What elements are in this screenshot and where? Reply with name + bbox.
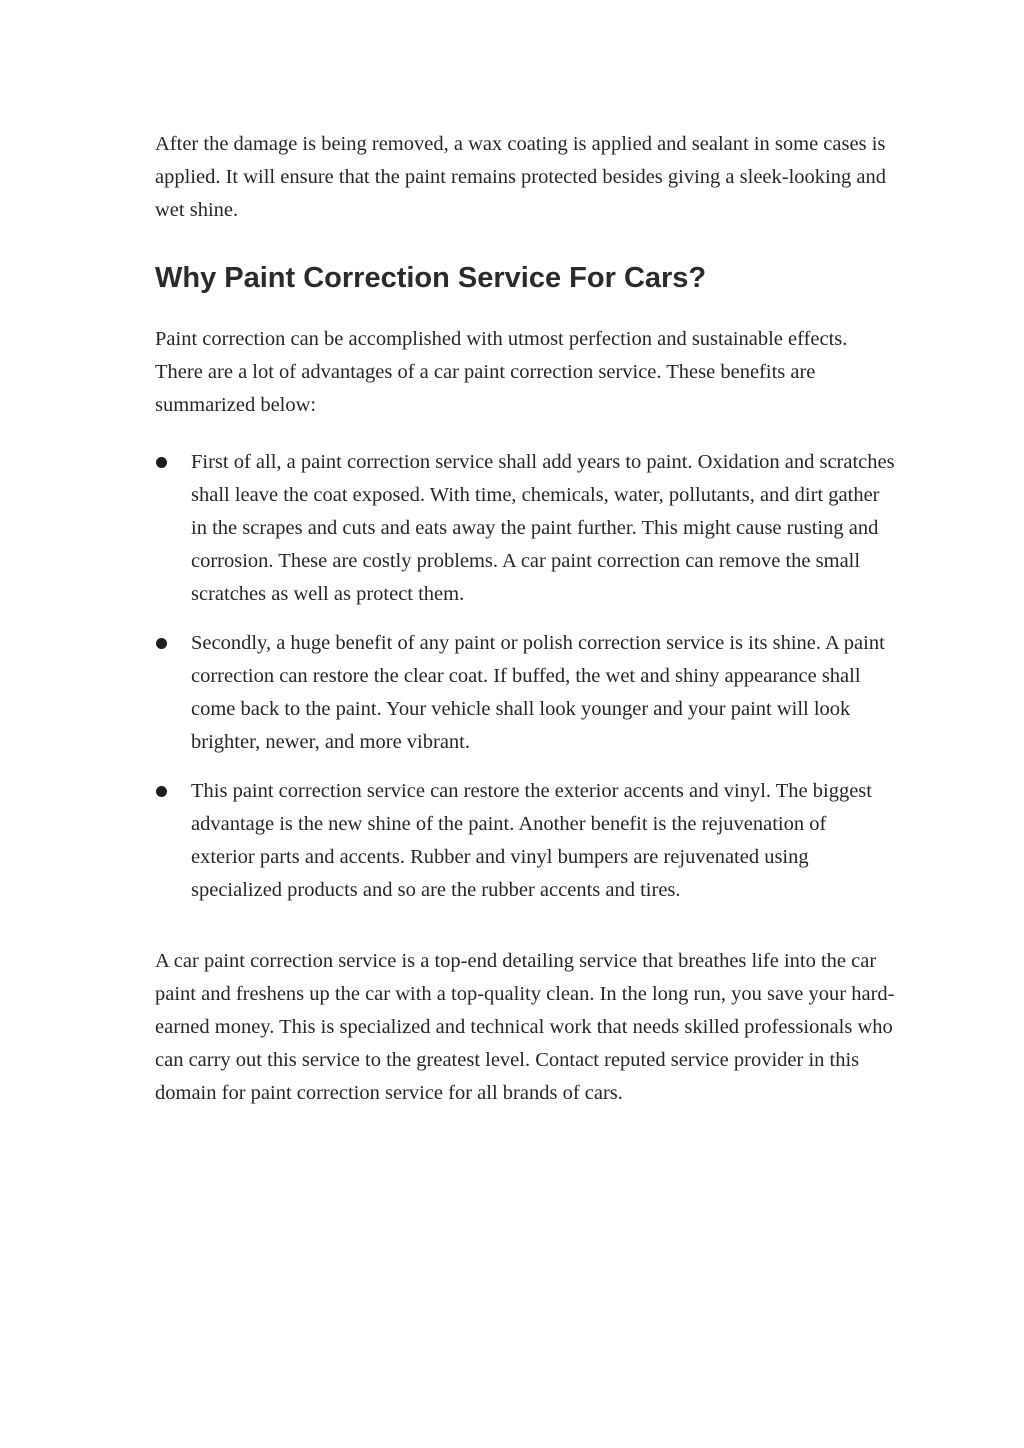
intro-paragraph: After the damage is being removed, a wax coating is applied and sealant in some cases is applied. It will ensure that the paint remains protected besides giving a sleek-looking and wet shine.: [155, 133, 886, 221]
list-item-text: First of all, a paint correction service shall add years to paint. Oxidation and scratches shall leave the coat exposed. With time, chemicals, water, pollutants, and dirt gather in the scrapes and cuts and eats away the paint further. This might cause rusting and corrosion. These are costly problems. A car paint correction can remove the small scratches as well as protect them.: [191, 451, 895, 605]
section-heading: Why Paint Correction Service For Cars?: [155, 262, 707, 294]
closing-paragraph: A car paint correction service is a top-end detailing service that breathes life into the car paint and freshens up the car with a top-quality clean. In the long run, you save your hard-earned money. This is specialized and technical work that needs skilled professionals who can carry out this service to the greatest level. Contact reputed service provider in this domain for paint correction service for all brands of cars.: [155, 950, 895, 1104]
list-item: [155, 446, 895, 611]
bullet-icon: [156, 457, 167, 468]
list-item: [155, 775, 895, 907]
list-item-text: Secondly, a huge benefit of any paint or polish correction service is its shine. A paint correction can restore the clear coat. If buffed, the wet and shiny appearance shall come back to the paint. Your vehicle shall look younger and your paint will look brighter, newer, and more vibrant.: [191, 632, 885, 753]
list-item-text: This paint correction service can restore the exterior accents and vinyl. The biggest advantage is the new shine of the paint. Another benefit is the rejuvenation of exterior parts and accents. Rubber and vinyl bumpers are rejuvenated using specialized products and so are the rubber accents and tires.: [191, 780, 872, 901]
list-item: [155, 627, 895, 759]
bullet-icon: [156, 638, 167, 649]
benefits-list: [155, 446, 895, 907]
lead-paragraph: Paint correction can be accomplished with utmost perfection and sustainable effects. There are a lot of advantages of a car paint correction service. These benefits are summarized below:: [155, 328, 848, 416]
bullet-icon: [156, 786, 167, 797]
document-page: [155, 128, 895, 1110]
